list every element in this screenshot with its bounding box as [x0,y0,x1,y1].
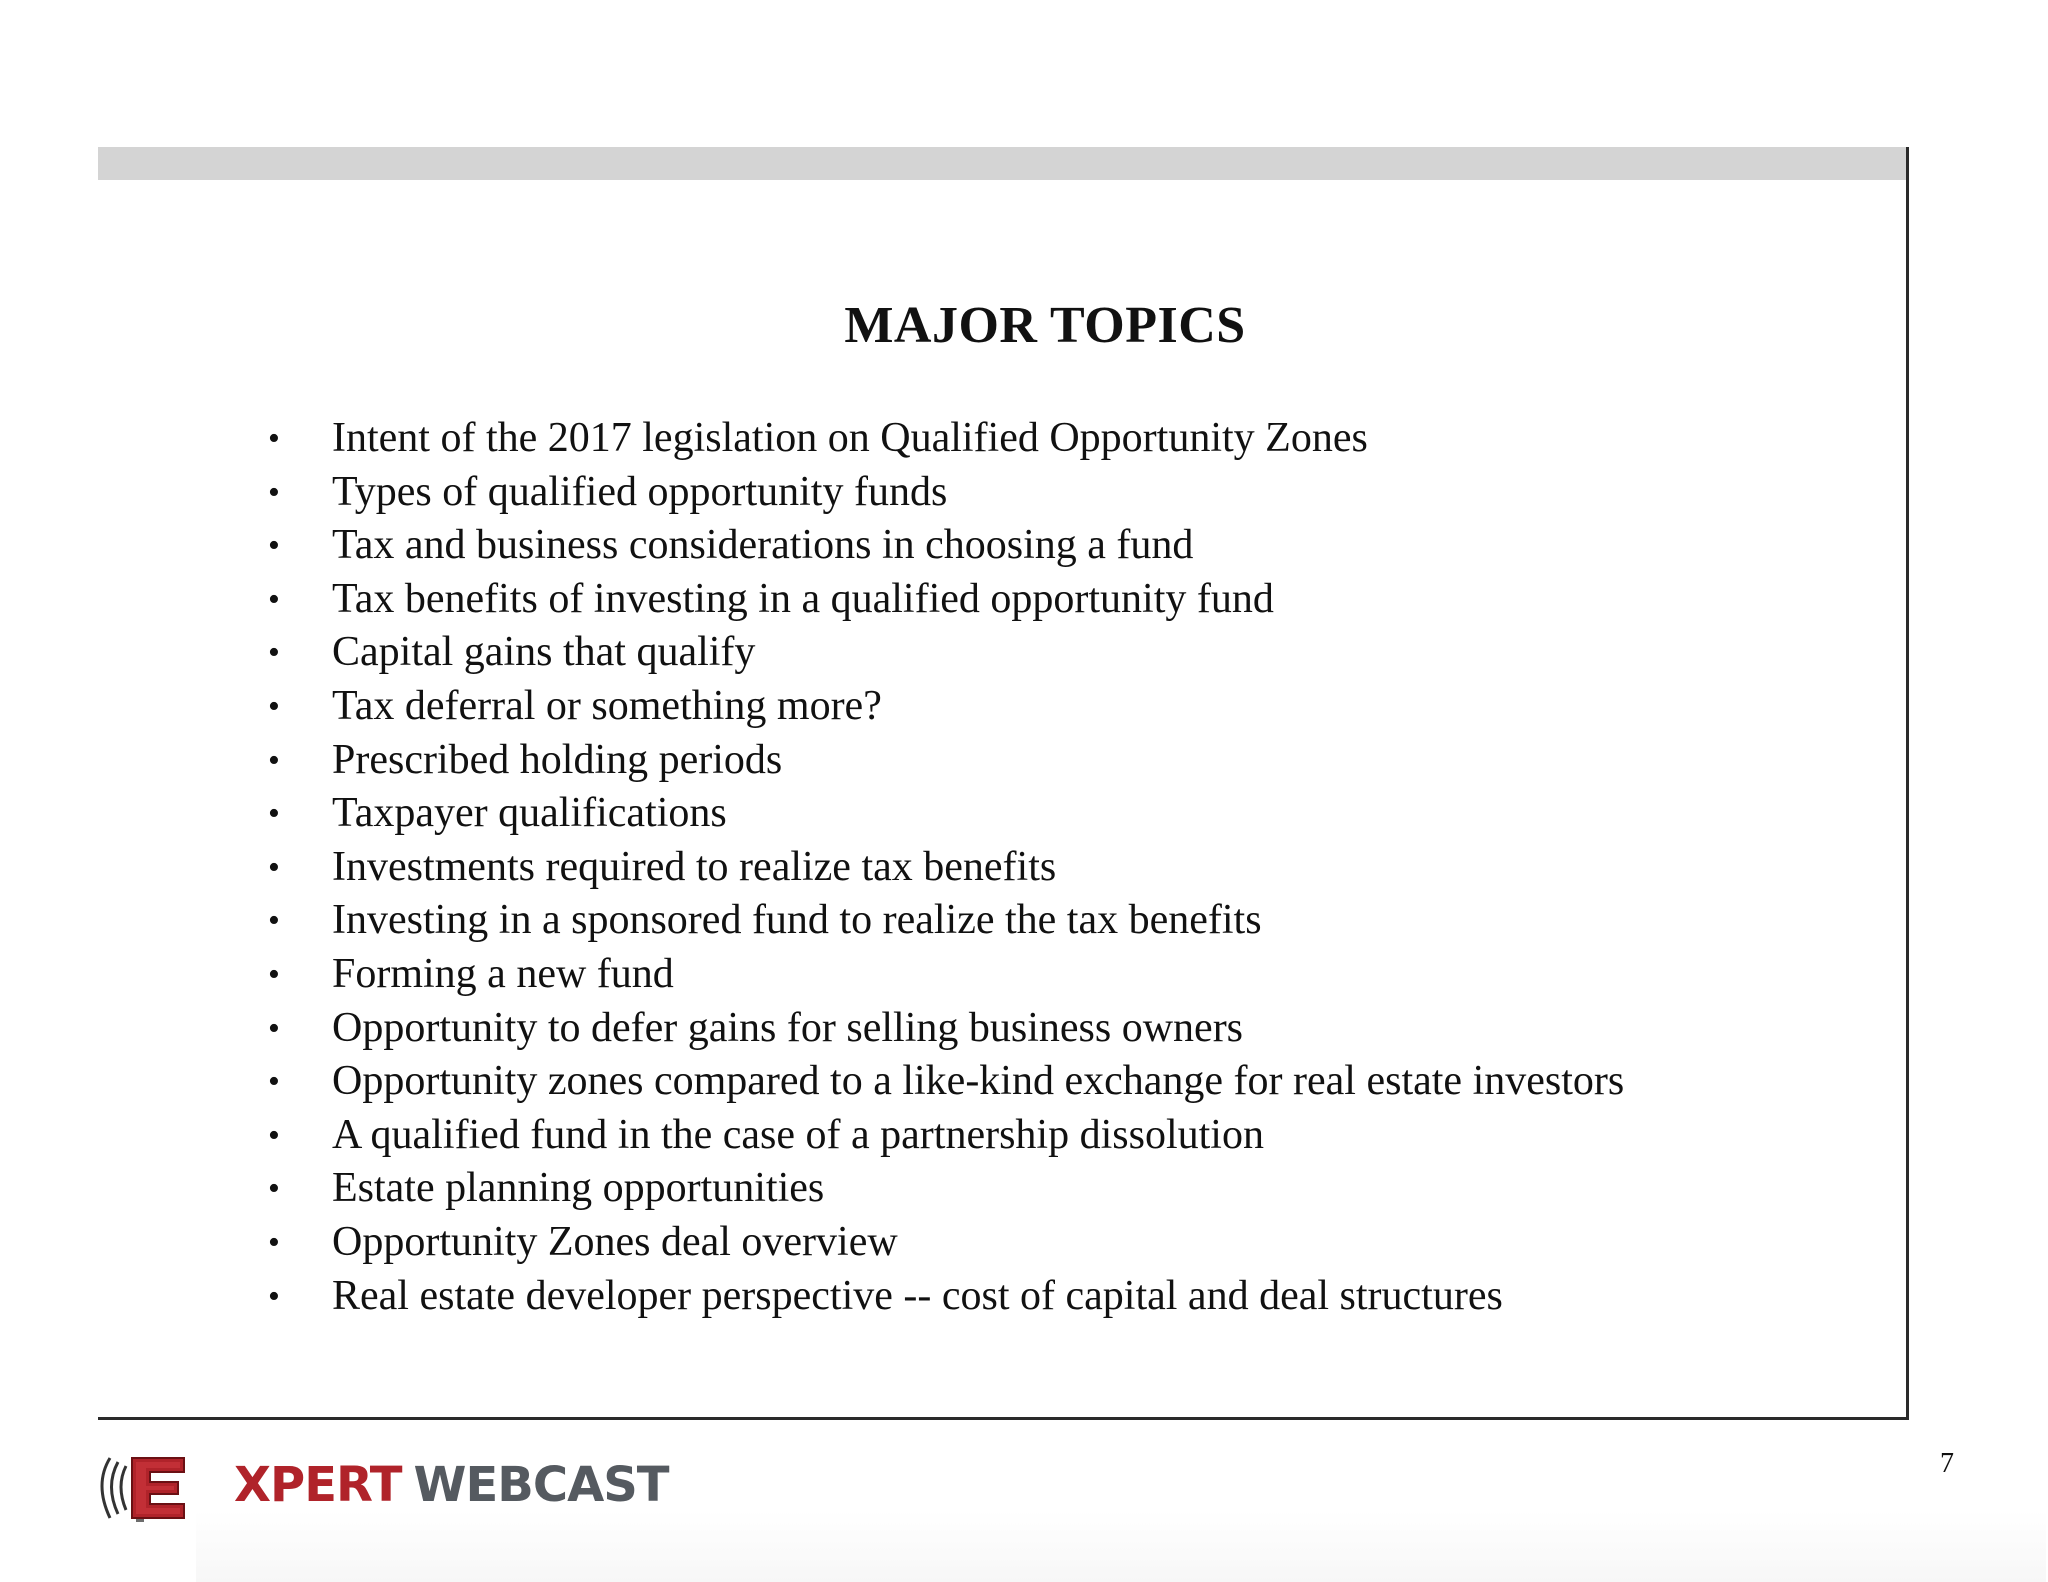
bullet-icon: • [268,1116,280,1154]
topic-text: Tax and business considerations in choosing a fund [332,522,1194,569]
topic-text: Intent of the 2017 legislation on Qualified Opportunity Zones [332,415,1368,461]
topic-text: A qualified fund in the case of a partnership dissolution [332,1111,1264,1158]
topic-text: Prescribed holding periods [332,736,783,783]
header-bar [98,147,1908,180]
logo-mark-icon [88,1446,238,1538]
bullet-icon: • [268,902,280,940]
topic-text: Investing in a sponsored fund to realize the tax benefits [332,897,1262,944]
topic-text: Real estate developer perspective -- cost of capital and deal structures [332,1272,1503,1319]
bullet-icon: • [268,634,280,672]
bullet-icon: • [268,795,280,833]
bullet-icon: • [268,955,280,993]
logo-word-xpert: XPERT [234,1457,402,1513]
topic-item [260,734,1624,788]
bullet-icon: • [268,741,280,779]
bullet-icon: • [268,473,280,511]
topic-text: Capital gains that qualify [332,629,756,676]
topic-item [260,948,1624,1002]
topic-text: Tax benefits of investing in a qualified opportunity fund [332,575,1274,622]
bullet-icon: • [268,1009,280,1047]
topic-item [260,1216,1624,1270]
topics-list [260,412,1624,1323]
logo-word-webcast: WEBCAST [413,1457,669,1513]
topic-text: Estate planning opportunities [332,1165,825,1212]
topic-item [260,1055,1624,1109]
bullet-icon: • [268,1063,280,1101]
logo-text [234,1452,669,1518]
topic-item [260,841,1624,895]
topic-item [260,894,1624,948]
slide-bottom-border [98,1417,1909,1420]
bullet-icon: • [268,527,280,565]
topic-item [260,1002,1624,1056]
topic-text: Opportunity to defer gains for selling business owners [332,1004,1244,1051]
topic-item [260,412,1624,466]
topic-item [260,787,1624,841]
topic-text: Forming a new fund [332,950,674,997]
topic-item [260,1162,1624,1216]
bullet-icon: • [268,1170,280,1208]
topic-text: Opportunity Zones deal overview [332,1218,898,1265]
topic-item [260,626,1624,680]
topic-text: Taxpayer qualifications [332,790,727,837]
topic-item [260,680,1624,734]
bullet-icon: • [268,1223,280,1261]
topic-item [260,519,1624,573]
bullet-icon: • [268,848,280,886]
slide-title: MAJOR TOPICS [844,297,1246,354]
topic-item [260,573,1624,627]
topic-item [260,466,1624,520]
bullet-icon: • [268,420,280,457]
bullet-icon: • [268,687,280,725]
expert-webcast-logo [88,1446,669,1538]
page-number: 7 [1940,1448,1954,1479]
topic-text: Opportunity zones compared to a like-kind exchange for real estate investors [332,1058,1625,1105]
bullet-icon: • [268,580,280,618]
topic-item [260,1109,1624,1163]
bullet-icon: • [268,1277,280,1315]
topic-text: Tax deferral or something more? [332,682,882,729]
topic-text: Investments required to realize tax benefits [332,843,1057,890]
topic-text: Types of qualified opportunity funds [332,468,948,515]
topic-item [260,1270,1624,1324]
